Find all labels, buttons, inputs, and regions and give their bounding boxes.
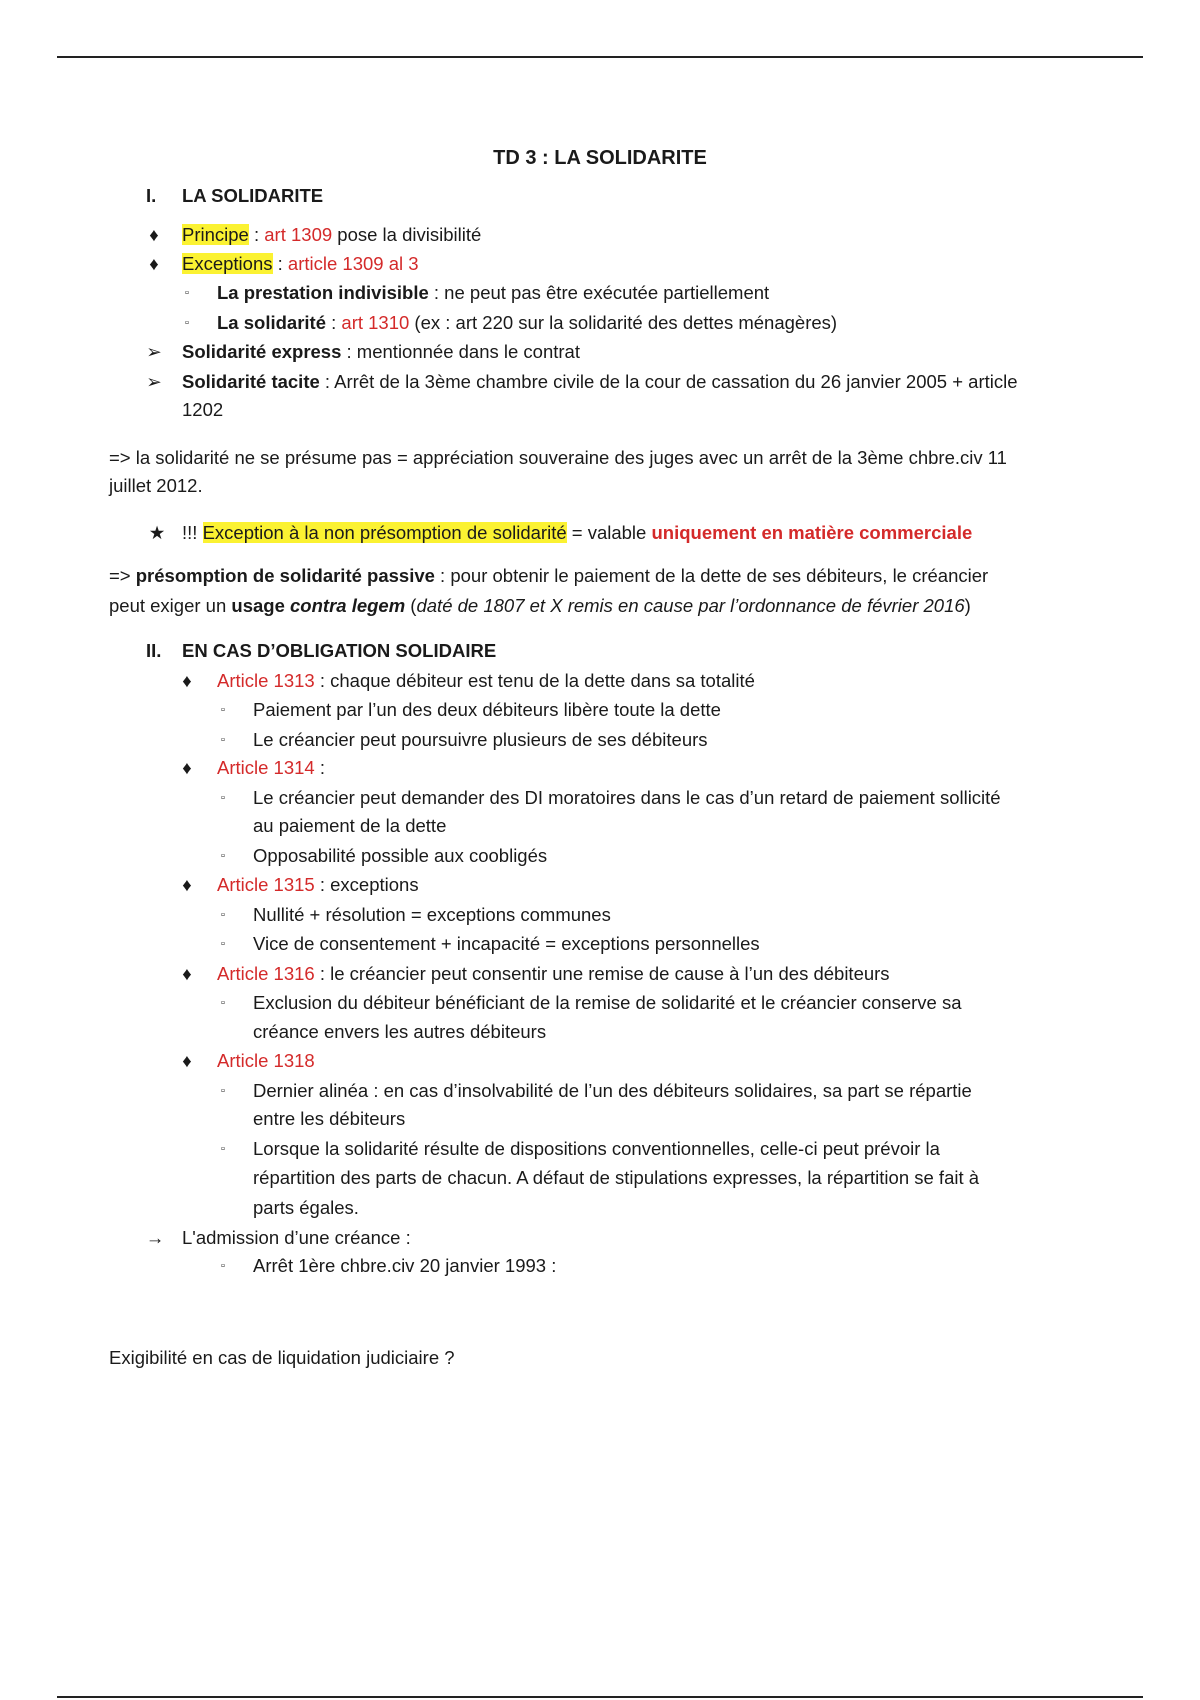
bottom-rule bbox=[57, 1696, 1143, 1698]
article-1315-sub2: Vice de consentement + incapacité = exceptions personnelles bbox=[253, 933, 760, 954]
article-1318-sub2b: répartition des parts de chacun. A défaut de stipulations expresses, la répartition se fait à bbox=[253, 1167, 980, 1188]
square-bullet-icon: ▫ bbox=[221, 704, 225, 716]
article-1316-line bbox=[217, 962, 890, 986]
solidarite-label: La solidarité bbox=[217, 312, 326, 333]
article-1318-sub1b: entre les débiteurs bbox=[253, 1108, 406, 1129]
page-title: TD 3 : LA SOLIDARITE bbox=[493, 147, 707, 169]
diamond-bullet-icon: ♦ bbox=[182, 874, 192, 895]
square-bullet-icon: ▫ bbox=[221, 909, 225, 921]
article-1315-sub1: Nullité + résolution = exceptions communes bbox=[253, 904, 611, 925]
tacite-line bbox=[182, 370, 1018, 394]
principe-sep: : bbox=[248, 224, 265, 245]
article-1318-line bbox=[217, 1049, 315, 1073]
article-1314-line bbox=[217, 756, 325, 780]
article-1313-ref: Article 1313 bbox=[217, 670, 315, 691]
principe-ref: art 1309 bbox=[264, 224, 333, 245]
para2-line2e: daté de 1807 et X remis en cause par l’ordonnance de février 2016 bbox=[416, 595, 965, 616]
diamond-bullet-icon: ♦ bbox=[182, 670, 192, 691]
para2-line2 bbox=[109, 594, 971, 618]
tacite-label: Solidarité tacite bbox=[182, 371, 320, 392]
para2-line1 bbox=[109, 564, 988, 588]
diamond-bullet-icon: ♦ bbox=[149, 224, 159, 245]
prestation-line bbox=[217, 281, 769, 305]
star-bullet-icon: ★ bbox=[148, 522, 166, 543]
star-mid: = valable bbox=[566, 522, 652, 543]
arrowhead-bullet-icon: ➢ bbox=[146, 371, 162, 392]
arrowhead-bullet-icon: ➢ bbox=[146, 341, 162, 362]
para2-line2c: contra legem bbox=[290, 595, 406, 616]
article-1318-sub2a: Lorsque la solidarité résulte de dispositions conventionnelles, celle-ci peut prévoir la bbox=[253, 1138, 940, 1159]
para2-bold: présomption de solidarité passive bbox=[135, 565, 435, 586]
article-1318-sub1a: Dernier alinéa : en cas d’insolvabilité de l’un des débiteurs solidaires, sa part se répartie bbox=[253, 1080, 972, 1101]
para2-line2f: ) bbox=[964, 595, 971, 616]
principe-label: Principe bbox=[182, 224, 249, 245]
star-line bbox=[182, 521, 972, 545]
para2-text: : pour obtenir le paiement de la dette de ses débiteurs, le créancier bbox=[434, 565, 989, 586]
article-1313-text: : chaque débiteur est tenu de la dette dans sa totalité bbox=[314, 670, 755, 691]
square-bullet-icon: ▫ bbox=[221, 734, 225, 746]
article-1315-line bbox=[217, 873, 419, 897]
article-1316-ref: Article 1316 bbox=[217, 963, 315, 984]
article-1314-ref: Article 1314 bbox=[217, 757, 315, 778]
para2-line2b: usage bbox=[231, 595, 291, 616]
exceptions-sep: : bbox=[272, 253, 288, 274]
star-highlight: Exception à la non présomption de solidarité bbox=[202, 522, 567, 543]
square-bullet-icon: ▫ bbox=[185, 287, 189, 299]
section-2-numeral: II. bbox=[146, 640, 162, 661]
diamond-bullet-icon: ♦ bbox=[182, 1050, 192, 1071]
prestation-text: : ne peut pas être exécutée partiellement bbox=[428, 282, 770, 303]
article-1314-text: : bbox=[314, 757, 325, 778]
article-1318-ref: Article 1318 bbox=[217, 1050, 315, 1071]
article-1316-sub1a: Exclusion du débiteur bénéficiant de la remise de solidarité et le créancier conserve sa bbox=[253, 992, 962, 1013]
para1-line1: => la solidarité ne se présume pas = appréciation souveraine des juges avec un arrêt de la 3ème chbre.civ 11 bbox=[109, 447, 1007, 468]
solidarite-ref: art 1310 bbox=[341, 312, 410, 333]
admission-line: L'admission d’une créance : bbox=[182, 1227, 411, 1248]
right-arrow-icon: → bbox=[145, 1227, 165, 1248]
solidarite-line bbox=[217, 311, 837, 335]
diamond-bullet-icon: ♦ bbox=[149, 253, 159, 274]
square-bullet-icon: ▫ bbox=[221, 1143, 225, 1155]
square-bullet-icon: ▫ bbox=[221, 850, 225, 862]
exceptions-line bbox=[182, 252, 419, 276]
square-bullet-icon: ▫ bbox=[221, 938, 225, 950]
article-1314-sub2: Opposabilité possible aux coobligés bbox=[253, 845, 548, 866]
admission-sub: Arrêt 1ère chbre.civ 20 janvier 1993 : bbox=[253, 1255, 557, 1276]
top-rule bbox=[57, 56, 1143, 58]
solidarite-sep: : bbox=[325, 312, 342, 333]
square-bullet-icon: ▫ bbox=[221, 792, 225, 804]
exceptions-label: Exceptions bbox=[182, 253, 273, 274]
tacite-text: : Arrêt de la 3ème chambre civile de la cour de cassation du 26 janvier 2005 + article bbox=[319, 371, 1018, 392]
diamond-bullet-icon: ♦ bbox=[182, 757, 192, 778]
article-1313-sub1: Paiement par l’un des deux débiteurs libère toute la dette bbox=[253, 699, 721, 720]
para2-line2a: peut exiger un bbox=[109, 595, 232, 616]
tacite-line-2: 1202 bbox=[182, 399, 224, 420]
article-1314-sub1a: Le créancier peut demander des DI moratoires dans le cas d’un retard de paiement sollicité bbox=[253, 787, 1001, 808]
square-bullet-icon: ▫ bbox=[221, 1260, 225, 1272]
square-bullet-icon: ▫ bbox=[221, 997, 225, 1009]
article-1315-text: : exceptions bbox=[314, 874, 419, 895]
article-1316-sub1b: créance envers les autres débiteurs bbox=[253, 1021, 547, 1042]
section-1-heading: LA SOLIDARITE bbox=[182, 185, 324, 206]
article-1318-sub2c: parts égales. bbox=[253, 1197, 359, 1218]
section-1-numeral: I. bbox=[146, 185, 157, 206]
diamond-bullet-icon: ♦ bbox=[182, 963, 192, 984]
para1-line2: juillet 2012. bbox=[109, 475, 203, 496]
prestation-label: La prestation indivisible bbox=[217, 282, 429, 303]
para2-arrow: => bbox=[109, 565, 136, 586]
solidarite-text: (ex : art 220 sur la solidarité des dettes ménagères) bbox=[409, 312, 838, 333]
principe-text: pose la divisibilité bbox=[332, 224, 482, 245]
closing-question: Exigibilité en cas de liquidation judiciaire ? bbox=[109, 1347, 455, 1368]
article-1315-ref: Article 1315 bbox=[217, 874, 315, 895]
exceptions-ref: article 1309 al 3 bbox=[287, 253, 419, 274]
star-prefix: !!! bbox=[182, 522, 203, 543]
express-label: Solidarité express bbox=[182, 341, 342, 362]
express-text: : mentionnée dans le contrat bbox=[341, 341, 580, 362]
article-1313-line bbox=[217, 669, 755, 693]
star-emphasis: uniquement en matière commerciale bbox=[651, 522, 973, 543]
article-1313-sub2: Le créancier peut poursuivre plusieurs de ses débiteurs bbox=[253, 729, 708, 750]
section-2-heading: EN CAS D’OBLIGATION SOLIDAIRE bbox=[182, 640, 497, 661]
article-1314-sub1b: au paiement de la dette bbox=[253, 815, 447, 836]
express-line bbox=[182, 340, 580, 364]
square-bullet-icon: ▫ bbox=[185, 317, 189, 329]
square-bullet-icon: ▫ bbox=[221, 1085, 225, 1097]
para2-line2d: ( bbox=[405, 595, 417, 616]
principe-line bbox=[182, 223, 481, 247]
article-1316-text: : le créancier peut consentir une remise de cause à l’un des débiteurs bbox=[314, 963, 890, 984]
